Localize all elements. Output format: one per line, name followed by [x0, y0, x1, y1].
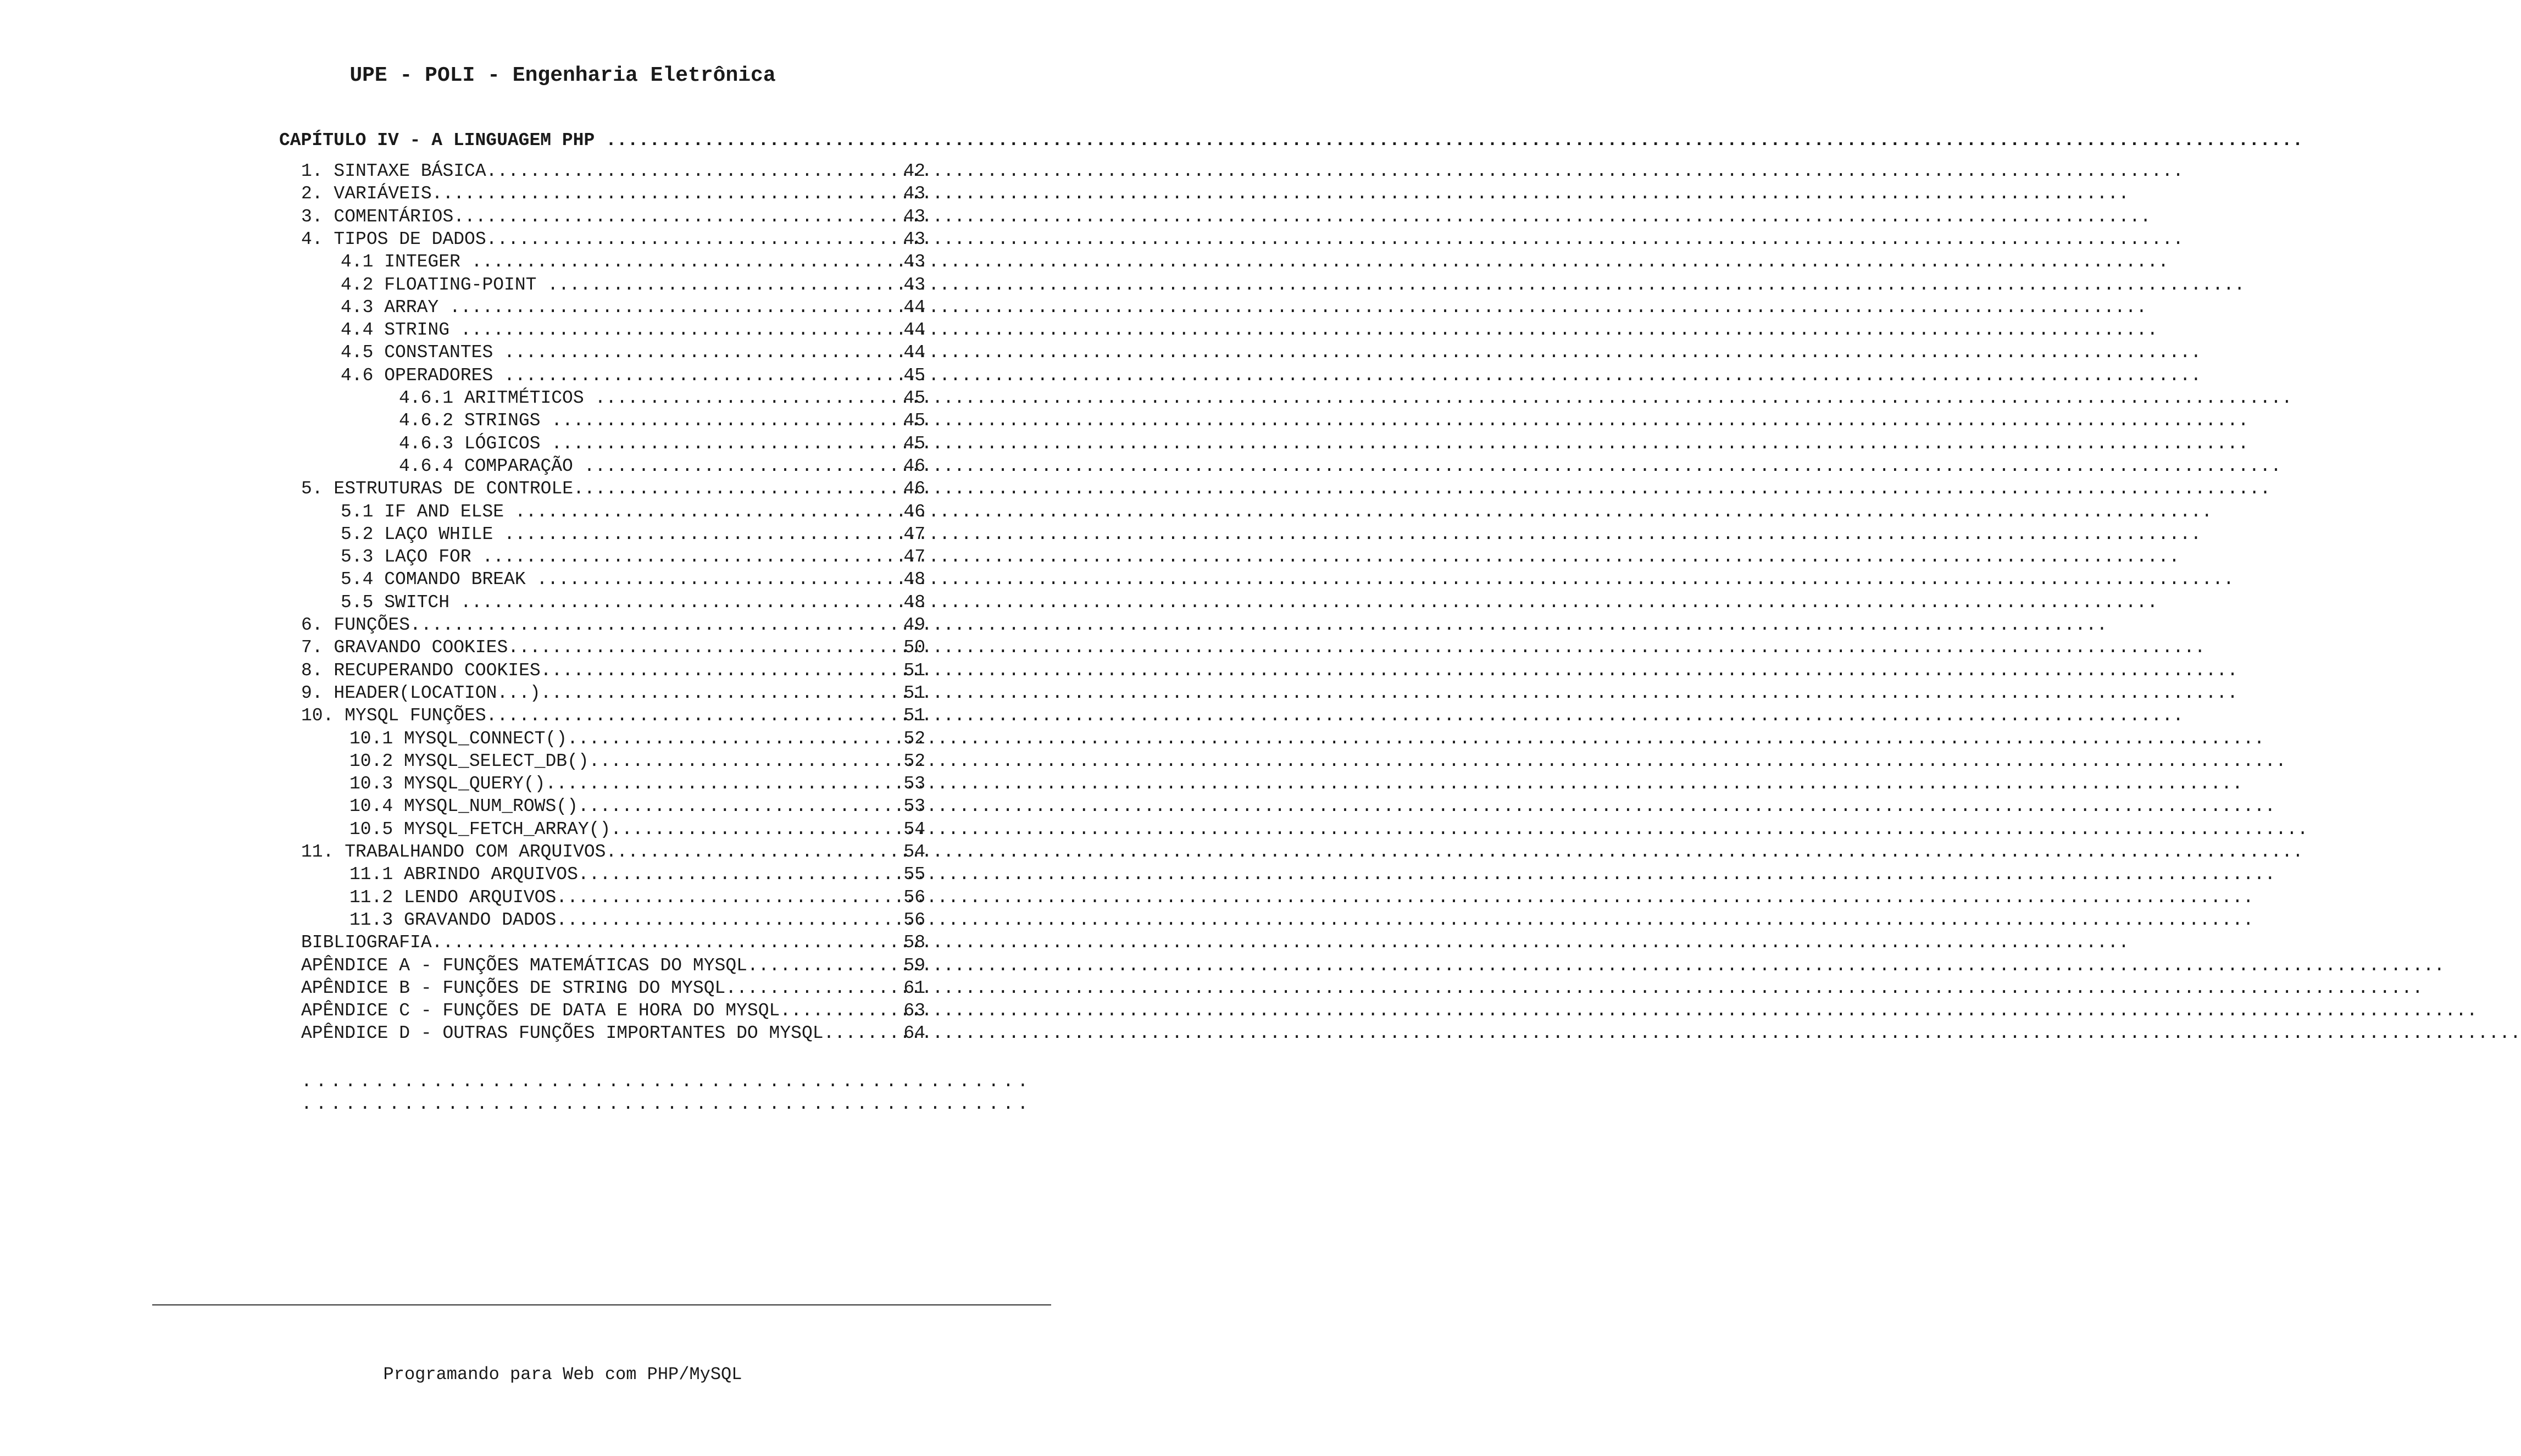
toc-entry-label: 4.5 CONSTANTES: [341, 342, 504, 363]
toc-entry-label: 11. TRABALHANDO COM ARQUIVOS: [301, 842, 606, 862]
toc-entry-label: 5.4 COMANDO BREAK: [341, 569, 537, 590]
toc-page-number: 58: [903, 932, 925, 953]
toc-leader-dots: [551, 409, 903, 432]
toc-entry-label: 4.6 OPERADORES: [341, 365, 504, 386]
toc-leader-dots: [551, 432, 903, 455]
toc-leader-dots: [545, 773, 903, 795]
toc-entry[interactable]: [301, 682, 925, 704]
toc-page-number: 51: [903, 705, 925, 726]
toc-leader-dots: [610, 818, 903, 841]
toc-entry[interactable]: [301, 477, 925, 500]
toc-entry-label: 1. SINTAXE BÁSICA: [301, 161, 486, 181]
toc-entry[interactable]: [399, 409, 925, 432]
toc-entry[interactable]: [301, 977, 925, 999]
toc-entry[interactable]: [341, 546, 925, 568]
toc-entry-label: 4.4 STRING: [341, 320, 460, 340]
toc-entry-label: 4. TIPOS DE DADOS: [301, 229, 486, 249]
toc-entry[interactable]: [349, 863, 925, 886]
toc-entry-label: 10.1 MYSQL_CONNECT(): [349, 729, 568, 749]
toc-entry[interactable]: [341, 251, 925, 273]
page-footer: Programando para Web com PHP/MySQL: [383, 1364, 742, 1385]
toc-leader-dots: [504, 364, 903, 387]
toc-entry-label: 5. ESTRUTURAS DE CONTROLE: [301, 479, 574, 499]
toc-entry[interactable]: [301, 659, 925, 682]
toc-page-number: 54: [903, 842, 925, 862]
toc-entry-label: 7. GRAVANDO COOKIES: [301, 637, 508, 658]
toc-entry[interactable]: [301, 228, 925, 251]
toc-page-number: 46: [903, 479, 925, 499]
toc-leader-dots: [486, 160, 904, 182]
toc-page-number: 52: [903, 751, 925, 771]
toc-leader-dots: [482, 546, 903, 568]
chapter-title: CAPÍTULO IV - A LINGUAGEM PHP: [279, 130, 606, 151]
toc-entry-label: 6. FUNÇÕES: [301, 615, 410, 635]
toc-entry-label: 10.5 MYSQL_FETCH_ARRAY(): [349, 819, 611, 840]
toc-entry-label: 4.2 FLOATING-POINT: [341, 275, 548, 295]
toc-page-number: 43: [903, 184, 925, 204]
toc-entry-label: 5.2 LAÇO WHILE: [341, 524, 504, 544]
toc-page-number: 44: [903, 297, 925, 318]
toc-leader-dots: [432, 182, 904, 205]
toc-entry-label: 5.3 LAÇO FOR: [341, 547, 482, 567]
toc-page-number: 46: [903, 502, 925, 522]
toc-entry-label: 5.5 SWITCH: [341, 592, 460, 613]
toc-entry[interactable]: [341, 568, 925, 591]
toc-entry[interactable]: [349, 818, 925, 841]
toc-leader-dots: [449, 296, 903, 319]
toc-entry[interactable]: [349, 750, 925, 773]
toc-page-number: 49: [903, 615, 925, 635]
toc-entry[interactable]: [341, 501, 925, 523]
toc-page-number: 45: [903, 434, 925, 454]
toc-page-number: 51: [903, 660, 925, 681]
toc-leader-dots: [432, 931, 904, 954]
toc-entry[interactable]: [349, 727, 925, 750]
trailing-dots-line: ..................................................: [301, 1071, 1032, 1092]
toc-page-number: 59: [903, 955, 925, 976]
toc-entry[interactable]: [399, 455, 925, 477]
toc-entry[interactable]: [341, 319, 925, 341]
toc-page-number: 56: [903, 910, 925, 930]
toc-entry-label: APÊNDICE A - FUNÇÕES MATEMÁTICAS DO MYSQL: [301, 955, 747, 976]
toc-entry[interactable]: [301, 999, 925, 1022]
toc-page-number: 44: [903, 342, 925, 363]
toc-leader-dots: [606, 841, 904, 863]
toc-page-number: 45: [903, 388, 925, 408]
toc-entry[interactable]: [349, 886, 925, 909]
page-header-title: UPE - POLI - Engenharia Eletrônica: [349, 64, 776, 87]
toc-page-number: 51: [903, 683, 925, 703]
toc-page-number: 43: [903, 252, 925, 272]
toc-leader-dots: [780, 999, 903, 1022]
toc-leader-dots: [471, 251, 904, 273]
toc-leader-dots: [547, 274, 903, 296]
toc-leader-dots: [747, 954, 903, 977]
toc-entry[interactable]: [301, 160, 925, 182]
toc-entry-label: 4.6.1 ARITMÉTICOS: [399, 388, 595, 408]
toc-entry-label: BIBLIOGRAFIA: [301, 932, 432, 953]
toc-entry[interactable]: [399, 387, 925, 409]
toc-leader-dots: [460, 591, 904, 614]
toc-page-number: 45: [903, 365, 925, 386]
toc-leader-dots: [589, 750, 904, 773]
chapter-heading: [279, 125, 925, 156]
toc-entry[interactable]: [301, 636, 925, 659]
toc-entry[interactable]: [301, 931, 925, 954]
toc-leader-dots: [595, 387, 903, 409]
toc-leader-dots: [584, 455, 904, 477]
toc-leader-dots: [556, 886, 903, 909]
toc-entry-label: APÊNDICE D - OUTRAS FUNÇÕES IMPORTANTES DO MYSQL: [301, 1023, 824, 1043]
toc-entry[interactable]: [341, 523, 925, 546]
toc-page-number: 47: [903, 547, 925, 567]
toc-page-number: 44: [903, 320, 925, 340]
toc-entry-label: 11.1 ABRINDO ARQUIVOS: [349, 864, 578, 885]
toc-entry-label: 4.3 ARRAY: [341, 297, 450, 318]
toc-entry-label: 4.6.2 STRINGS: [399, 410, 552, 431]
toc-entry-label: 2. VARIÁVEIS: [301, 184, 432, 204]
toc-entry[interactable]: [341, 364, 925, 387]
toc-entry-label: 10.2 MYSQL_SELECT_DB(): [349, 751, 589, 771]
toc-leader-dots: [504, 341, 903, 364]
toc-page-number: 43: [903, 275, 925, 295]
toc-leader-dots: [578, 863, 904, 886]
toc-leader-dots: [486, 704, 904, 727]
toc-page-number: 45: [903, 410, 925, 431]
toc-page-number: 53: [903, 796, 925, 816]
toc-entry-label: 4.6.3 LÓGICOS: [399, 434, 552, 454]
toc-page-number: 53: [903, 774, 925, 794]
toc-entry-label: APÊNDICE B - FUNÇÕES DE STRING DO MYSQL: [301, 978, 726, 998]
toc-entry-label: 10.4 MYSQL_NUM_ROWS(): [349, 796, 578, 816]
toc-page-number: 43: [903, 229, 925, 249]
toc-entry[interactable]: [341, 274, 925, 296]
toc-entry[interactable]: [349, 773, 925, 795]
toc-page-number: 56: [903, 887, 925, 908]
toc-page-number: 54: [903, 819, 925, 840]
toc-entry[interactable]: [301, 841, 925, 863]
toc-leader-dots: [486, 228, 904, 251]
toc-leader-dots: [460, 319, 904, 341]
toc-page-number: 48: [903, 569, 925, 590]
toc-leader-dots: [573, 477, 903, 500]
toc-entry[interactable]: [301, 1022, 925, 1044]
toc-entry-label: 11.2 LENDO ARQUIVOS: [349, 887, 557, 908]
toc-entry[interactable]: [341, 296, 925, 319]
toc-entry-label: 3. COMENTÁRIOS: [301, 207, 454, 227]
toc-entry[interactable]: [341, 591, 925, 614]
toc-leader-dots: [556, 909, 903, 931]
toc-page-number: 55: [903, 864, 925, 885]
toc-page-number: 52: [903, 729, 925, 749]
toc-entry-label: 5.1 IF AND ELSE: [341, 502, 515, 522]
toc-page-number: 50: [903, 637, 925, 658]
toc-entry-label: 4.1 INTEGER: [341, 252, 471, 272]
toc-leader-dots: [508, 636, 903, 659]
toc-entry-label: 10.3 MYSQL_QUERY(): [349, 774, 546, 794]
toc-entry-label: 10. MYSQL FUNÇÕES: [301, 705, 486, 726]
toc-entry-label: 9. HEADER(LOCATION...): [301, 683, 541, 703]
toc-page-number: 64: [903, 1023, 925, 1043]
toc-leader-dots: [504, 523, 903, 546]
toc-entry[interactable]: [301, 954, 925, 977]
toc-leader-dots: [541, 682, 904, 704]
toc-leader-dots: [515, 501, 904, 523]
toc-entry[interactable]: [301, 205, 925, 228]
toc-entry-label: APÊNDICE C - FUNÇÕES DE DATA E HORA DO MYSQL: [301, 1001, 780, 1021]
toc-leader-dots: [536, 568, 903, 591]
footer-divider: [152, 1304, 1051, 1305]
toc-leader-dots: [725, 977, 903, 999]
toc-entry-label: 11.3 GRAVANDO DADOS: [349, 910, 557, 930]
toc-leader-dots: [541, 659, 904, 682]
chapter-leader-dots: [606, 125, 925, 156]
toc-entry[interactable]: [341, 341, 925, 364]
toc-entry[interactable]: [301, 704, 925, 727]
toc-leader-dots: [567, 727, 903, 750]
toc-entry-label: 8. RECUPERANDO COOKIES: [301, 660, 541, 681]
toc-page-number: 47: [903, 524, 925, 544]
toc-page-number: 61: [903, 978, 925, 998]
toc-leader-dots: [824, 1022, 904, 1044]
toc-page-number: 63: [903, 1001, 925, 1021]
toc-entry[interactable]: [301, 614, 925, 636]
toc-page-number: 46: [903, 456, 925, 476]
toc-entry[interactable]: [301, 182, 925, 205]
toc-page-number: 43: [903, 207, 925, 227]
toc-entry[interactable]: [399, 432, 925, 455]
toc-page-number: 42: [903, 161, 925, 181]
toc-leader-dots: [410, 614, 903, 636]
toc-leader-dots: [578, 795, 904, 818]
toc-entry-label: 4.6.4 COMPARAÇÃO: [399, 456, 584, 476]
toc-page-number: 48: [903, 592, 925, 613]
toc-entry[interactable]: [349, 909, 925, 931]
trailing-dots-line: ..................................................: [301, 1094, 1032, 1114]
toc-entry[interactable]: [349, 795, 925, 818]
toc-leader-dots: [453, 205, 903, 228]
